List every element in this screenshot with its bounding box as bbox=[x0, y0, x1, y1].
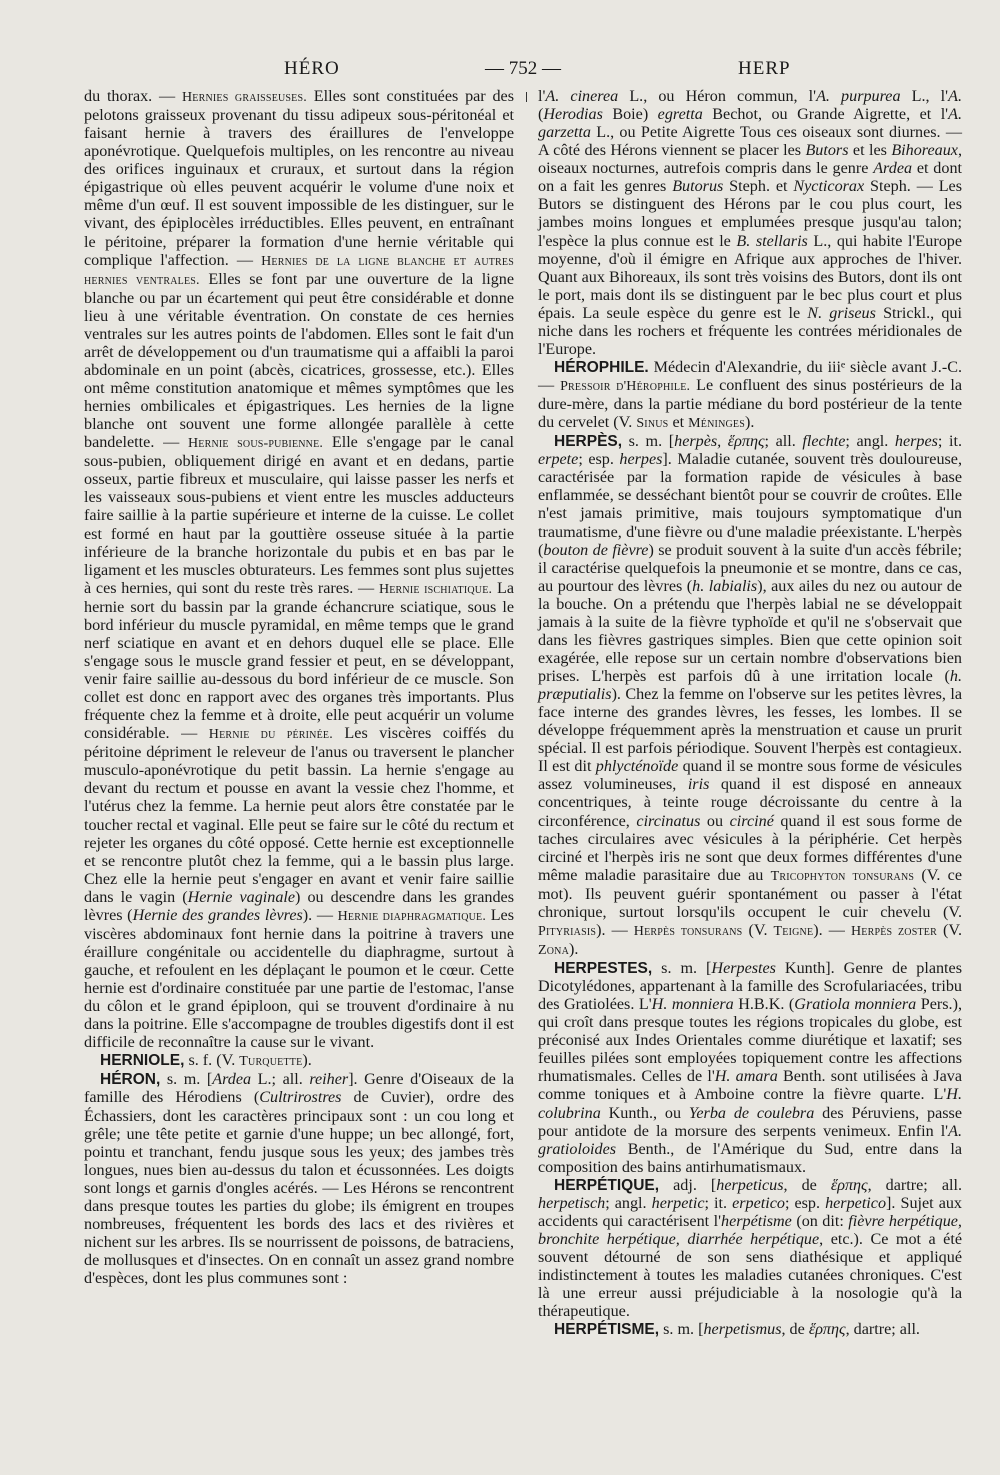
small-caps-term: Pityriasis bbox=[538, 923, 597, 939]
italic-term: herpétisme bbox=[721, 1212, 792, 1230]
dictionary-entry bbox=[538, 1321, 962, 1339]
entry-headword: HERPÈS, bbox=[554, 433, 623, 451]
entry-text: ). — bbox=[813, 921, 851, 939]
entry-text: ]. Genre d'Oiseaux de la famille des Hérodiens ( bbox=[84, 1071, 515, 1107]
entry-text: Elles sont constituées par des pelotons graisseux provenant du tissu adipeux sous-péritonéal et faisant hernie à travers des éraillures de l'enveloppe aponévrotique. Quelquefois multiples, on les rencontre au niveau des orifices inguinaux et cruraux, et surtout dans la région épigastrique où elles peuvent acquérir le volume d'une noix et même d'un œuf. Il est souvent impossible de les distinguer, sur le vivant, des épiplocèles irréductibles. Elles peuvent, en entraînant le péritoine, préparer la formation d'une hernie véritable qui complique l'affection. — bbox=[84, 88, 514, 269]
entry-text: Strickl., qui niche dans les rochers et fréquente les contrées méridionales de l'Europe. bbox=[538, 304, 962, 358]
entry-headword: HERNIOLE, bbox=[100, 1052, 185, 1070]
italic-term: A. gratioloides bbox=[538, 1122, 962, 1158]
italic-term: Butorus bbox=[672, 178, 724, 196]
italic-term: Yerba de coulebra bbox=[688, 1104, 815, 1122]
italic-term: Herodias bbox=[543, 106, 603, 124]
column-divider bbox=[526, 92, 527, 102]
small-caps-term: Pressoir d'Hérophile. bbox=[560, 379, 691, 394]
italic-term: Herpestes bbox=[711, 960, 776, 977]
entry-text: ). — bbox=[596, 921, 634, 939]
entry-text: du thorax. — bbox=[84, 88, 182, 105]
entry-text: ; it. bbox=[937, 433, 962, 451]
italic-term: herpès, ἕρπης bbox=[674, 433, 765, 451]
small-caps-term: Méninges bbox=[688, 416, 745, 432]
entry-text: ; esp. bbox=[784, 1194, 826, 1212]
italic-term: erpete bbox=[538, 451, 579, 469]
entry-text: quand il se montre sous forme de vésicules assez volumineuses, bbox=[538, 758, 962, 794]
entry-text: Médecin d'Alexandrie, du iiiᵉ siècle avant J.-C. — bbox=[538, 358, 962, 394]
entry-text: s. m. [ bbox=[659, 1321, 704, 1339]
entry-text: Bechot, ou Grande Aigrette, et l' bbox=[702, 106, 949, 124]
italic-term: Ardea bbox=[212, 1071, 252, 1089]
entry-text: Elle s'engage par le canal sous-pubien, obliquement dirigé en avant et en dedans, partie osseux, partie fibreux et musculaire, qui laisse passer les nerfs et les vaisseaux sous-pubiens et vient entre les muscles adducteurs faire saillie à la partie supérieure et interne de la cuisse. Le collet est formé en haut par la gouttière osseuse située à la partie inférieure de la branche horizontale du pubis et en bas par le ligament et les muscles obturateurs. Les femmes sont plus sujettes à ces hernies, qui sont du reste très rares. — bbox=[84, 434, 514, 597]
entry-text: Steph. — Les Butors se distinguent des Hérons par le cou plus court, les jambes moins longues et emplumées presque jusqu'au talon; l'espèce la plus connue est le bbox=[538, 178, 963, 250]
italic-term: A. cinerea bbox=[545, 88, 619, 105]
italic-term: Ardea bbox=[873, 160, 913, 178]
entry-text: ; angl. bbox=[845, 433, 895, 451]
entry-text: ou bbox=[700, 812, 730, 830]
small-caps-term: Turquette bbox=[239, 1054, 303, 1070]
italic-term: B. stellaris bbox=[736, 232, 808, 250]
italic-term: herpetismus bbox=[703, 1321, 782, 1339]
entry-headword: HÉROPHILE. bbox=[554, 358, 649, 376]
small-caps-term: Hernies de la ligne blanche et autres hernies ventrales. bbox=[84, 253, 514, 288]
entry-text: s. f. (V. bbox=[184, 1052, 240, 1070]
entry-text: (V. bbox=[742, 921, 774, 939]
entry-text: Les viscères coiffés du péritoine dépriment le releveur de l'anus ou traversent le plancher musculo-aponévrotique du petit bassin. La hernie s'engage au devant du rectum et pousse en avant la vessie chez l'homme, et l'utérus chez la femme. La hernie peut alors être constatée par le toucher rectal et vaginal. Elle peut se faire sur le côté du rectum et rejeter les organes du côté opposé. Cette hernie est exceptionnelle et se rencontre plutôt chez la femme, qui a le bassin plus large. Chez elle la hernie peut s'engager en avant et venir faire saillie dans le vagin ( bbox=[84, 725, 515, 906]
dictionary-entry bbox=[538, 1177, 962, 1322]
italic-term: herpeticus bbox=[716, 1176, 784, 1194]
dictionary-entry bbox=[538, 359, 962, 433]
entry-text: quand il est disposé en anneaux concentriques, à teinte rouge décroissante du centre à la circonférence, bbox=[538, 776, 962, 830]
entry-text: ). Chez la femme on l'observe sur les petites lèvres, la face interne des grandes lèvres, les fesses, les lombes. Il se développe fréquemment après la menstruation et cause un prurit spécial. Il est parfois périodique. Souvent l'herpès est contagieux. Il est dit bbox=[538, 686, 962, 776]
entry-text: ]. Sujet aux accidents qui caractérisent l' bbox=[538, 1194, 962, 1230]
small-caps-term: Zona bbox=[538, 942, 570, 958]
italic-term: Nycticorax bbox=[793, 178, 865, 196]
entry-text: Le confluent des sinus postérieurs de la dure-mère, dans la partie médiane du bord postérieur de la tente du cervelet (V. bbox=[538, 377, 962, 432]
italic-term: Bihoreaux bbox=[891, 142, 958, 160]
small-caps-term: Hernie sous-pubienne. bbox=[187, 436, 324, 452]
entry-text: et les bbox=[848, 142, 892, 160]
dictionary-entry bbox=[538, 433, 962, 960]
running-header bbox=[0, 58, 1000, 88]
entry-text: L., ou Petite Aigrette Tous ces oiseaux sont diurnes. — A côté des Hérons viennent se placer les bbox=[538, 124, 962, 160]
entry-text: (on dit: bbox=[791, 1212, 849, 1230]
entry-text: L.; all. bbox=[251, 1071, 310, 1089]
small-caps-term: Teigne bbox=[773, 923, 814, 939]
entry-headword: HERPESTES, bbox=[554, 960, 653, 977]
italic-term: Butors bbox=[805, 142, 849, 160]
italic-term: Hernie des grandes lèvres bbox=[132, 906, 303, 924]
italic-term: A. garzetta bbox=[538, 106, 962, 142]
small-caps-term: Hernies graisseuses. bbox=[181, 90, 307, 105]
small-caps-term: Herpès tonsurans bbox=[633, 923, 743, 939]
entry-text: , etc.). Ce mot a été souvent détourné de son sens diathésique et appliqué indistinctement à toutes les maladies cutanées chroniques. C'est là une erreur aussi préjudiciable à la nosologie qu'à la thérapeutique. bbox=[538, 1230, 962, 1321]
entry-text: s. m. [ bbox=[622, 433, 675, 451]
italic-term: h. labialis bbox=[692, 577, 758, 595]
entry-text: Les viscères abdominaux font hernie dans la poitrine à travers une éraillure congénitale ou accidentelle du diaphragme, surtout à gauche, et refoulent en les déplaçant le poumon et le cœur. Cette hernie est d'ordinaire constituée par une partie de l'estomac, l'anse du côlon et le grand épiploon, qui se trouvent d'ordinaire à nu dans la poitrine. Elle s'accompagne de troubles digestifs dont il est difficile de reconnaître la cause sur le vivant. bbox=[84, 906, 514, 1052]
italic-term: h. præputialis bbox=[538, 668, 962, 704]
entry-text: L., ou Héron commun, l' bbox=[618, 88, 817, 105]
continued-text bbox=[84, 88, 514, 1052]
entry-text: ). bbox=[744, 414, 755, 432]
small-caps-term: Tricophyton tonsurans bbox=[770, 868, 915, 884]
italic-term: herpetico bbox=[825, 1194, 887, 1212]
entry-text: (V. bbox=[936, 921, 963, 939]
italic-term: Hernie vaginale bbox=[187, 888, 296, 906]
small-caps-term: Hernie du périnée. bbox=[208, 727, 333, 743]
left-column bbox=[84, 88, 514, 1288]
italic-term: H. amara bbox=[714, 1068, 778, 1086]
italic-term: A. purpurea bbox=[816, 88, 901, 105]
italic-term: fièvre herpétique, bronchite herpétique, diarrhée herpétique bbox=[538, 1212, 962, 1248]
entry-text: Steph. et bbox=[723, 178, 794, 196]
entry-text: et dont on a fait les genres bbox=[538, 160, 962, 196]
entry-text: l' bbox=[538, 88, 546, 105]
entry-text: ). bbox=[302, 1052, 312, 1070]
entry-text: , de bbox=[781, 1321, 809, 1339]
entry-text: ]. Maladie cutanée, souvent très douloureuse, caractérisée par la formation rapide de vésicules à base enflammée, se desséchant bientôt pour se couvrir de croûtes. Elle n'est jamais primitive, mais toujours symptomatique d'un traumatisme, d'une fièvre ou d'une maladie préexistante. L'herpès ( bbox=[538, 451, 963, 559]
italic-term: flechte bbox=[802, 433, 846, 451]
entry-text: La hernie sort du bassin par la grande échancrure sciatique, sous le bord inférieur du muscle pyramidal, en même temps que le grand nerf sciatique en avant et en dehors duquel elle se place. Elle s'engage sous le muscle grand fessier et peut, en se développant, venir faire saillie au-dessous du bord inférieur de ce muscle. Son collet est donc en rapport avec des organes très importants. Plus fréquente chez la femme et à droite, elle peut acquérir un volume considérable. — bbox=[84, 579, 515, 743]
dictionary-entry bbox=[84, 1071, 514, 1288]
italic-term: egretta bbox=[657, 106, 703, 124]
italic-term: A. bbox=[948, 88, 962, 105]
entry-text: (V. ce mot). Ils peuvent guérir spontanément ou passer à l'état chronique, surtout lorsqu'ils occupent le cuir chevelu (V. bbox=[538, 866, 962, 921]
entry-text: , oiseaux nocturnes, autrefois compris dans le genre bbox=[538, 142, 962, 178]
italic-term: herpetisch bbox=[538, 1194, 606, 1212]
italic-term: herpetic bbox=[651, 1194, 705, 1212]
header-right-guideword: HERP bbox=[738, 58, 791, 79]
entry-headword: HERPÉTIQUE, bbox=[554, 1176, 660, 1194]
entry-headword: HERPÉTISME, bbox=[554, 1321, 660, 1339]
header-left-guideword: HÉRO bbox=[284, 58, 340, 79]
entry-text: des Péruviens, passe pour antidote de la morsure des serpents venimeux. Enfin l' bbox=[538, 1104, 962, 1140]
italic-term: herpes bbox=[619, 451, 663, 469]
italic-term: reiher bbox=[309, 1071, 349, 1089]
italic-term: bouton de fièvre bbox=[543, 541, 649, 559]
italic-term: Cultrirostres bbox=[259, 1089, 342, 1107]
entry-text: ; it. bbox=[704, 1194, 733, 1212]
entry-headword: HÉRON, bbox=[100, 1071, 161, 1089]
entry-text: ). bbox=[569, 940, 579, 958]
italic-term: circiné bbox=[729, 812, 774, 830]
small-caps-term: Sinus bbox=[636, 416, 669, 432]
entry-text: de Cuvier), ordre des Échassiers, dont les caractères principaux sont : un cou long et grêle; une tête petite et garnie d'une huppe; un bec allongé, fort, pointu et tranchant, fendu jusque sous les yeux; des jambes très longues, nues bien au-dessus du talon et écussonnées. Les doigts sont longs et garnis d'ongles acérés. — Les Hérons se rencontrent dans presque toutes les parties du globe; ils émigrent en troupes nombreuses, fréquentent les bords des lacs et des rivières et nichent sur les arbres. Ils se nourrissent de poissons, de batraciens, de mollusques et d'insectes. On en connaît un assez grand nombre d'espèces, dont les plus communes sont : bbox=[84, 1089, 514, 1288]
continued-text bbox=[538, 88, 962, 359]
entry-text: Pers.), qui croît dans presque toutes les régions tropicales du globe, est préconisé aux Indes Orientales comme diurétique et laxatif; ses feuilles pilées sont employées topiquement contre les affections rhumatismales. Celles de l' bbox=[538, 996, 962, 1086]
page-number: — 752 — bbox=[485, 58, 561, 79]
entry-text: Kunth., ou bbox=[600, 1104, 689, 1122]
entry-text: ; esp. bbox=[578, 451, 620, 469]
entry-text: ; all. bbox=[764, 433, 803, 451]
entry-text: s. m. [ bbox=[652, 960, 712, 977]
italic-term: ἕρπης bbox=[808, 1321, 846, 1339]
entry-text: Kunth]. Genre de plantes Dicotylédones, appartenant à la famille des Scrofulariacées, tribu des Gratiolées. L' bbox=[538, 960, 962, 1014]
italic-term: N. griseus bbox=[807, 304, 876, 322]
right-column bbox=[538, 88, 962, 1339]
entry-text: ; angl. bbox=[605, 1194, 652, 1212]
entry-text: s. m. [ bbox=[160, 1071, 213, 1089]
entry-text: adj. [ bbox=[659, 1176, 717, 1194]
entry-text: , de bbox=[783, 1176, 831, 1194]
italic-term: iris bbox=[687, 776, 710, 794]
small-caps-term: Hernie diaphragmatique. bbox=[337, 908, 487, 924]
entry-text: ) ou descendre dans les grandes lèvres ( bbox=[84, 888, 514, 924]
entry-text: et bbox=[668, 414, 689, 432]
italic-term: ἕρπης bbox=[830, 1176, 868, 1194]
entry-text: L., l' bbox=[900, 88, 949, 105]
italic-term: H. monniera bbox=[651, 996, 734, 1014]
entry-text: ) se produit souvent à la suite d'un accès fébrile; il caractérise quelquefois la pneumonie et se montre, dans ce cas, au pourtour des lèvres ( bbox=[538, 541, 962, 595]
italic-term: Gratiola monniera bbox=[794, 996, 917, 1014]
entry-text: , dartre; all. bbox=[867, 1176, 962, 1194]
italic-term: H. colubrina bbox=[538, 1086, 962, 1122]
entry-text: quand il est sous forme de taches circulaires avec vésicules à la périphérie. Cet herpès circiné et l'herpès iris ne sont que deux formes différentes d'une même maladie parasitaire due au bbox=[538, 812, 963, 884]
entry-text: ). — bbox=[302, 906, 338, 924]
entry-text: L., qui habite l'Europe moyenne, d'où il émigre en Afrique aux approches de l'hiver. Quant aux Bihoreaux, ils sont très voisins des Butors, dont ils ont le port, mais dont ils se distinguent par le bec plus court et plus épais. La seule espèce du genre est le bbox=[538, 232, 962, 322]
italic-term: phlycténoïde bbox=[595, 758, 679, 776]
small-caps-term: Hernie ischiatique. bbox=[378, 581, 493, 597]
entry-text: ), aux ailes du nez ou autour de la bouche. On a prétendu que l'herpès labial ne se développait jamais à la suite de la fièvre typhoïde et qu'il ne s'observait que dans les fièvres gastriques simples. Bien que cette opinion soit exagérée, elle repose sur un certain nombre d'observations bien prises. L'herpès est parfois dû à une irritation locale ( bbox=[538, 577, 963, 685]
dictionary-entry bbox=[84, 1052, 514, 1071]
italic-term: herpes bbox=[894, 433, 938, 451]
entry-text: Benth., de l'Amérique du Sud, entre dans la composition des bains antirhumatismaux. bbox=[538, 1140, 962, 1176]
entry-text: ( bbox=[538, 106, 544, 124]
entry-text: Boie) bbox=[602, 106, 658, 124]
entry-text: , dartre; all. bbox=[845, 1321, 920, 1339]
small-caps-term: Herpès zoster bbox=[850, 923, 937, 939]
entry-text: Benth. sont utilisées à Java comme toniques et à Amboine contre la fièvre quarte. L' bbox=[538, 1068, 962, 1104]
entry-text: Elles se font par une ouverture de la ligne blanche ou par un écartement qui peut être considérable et donne lieu à une véritable éventration. On constate de ces hernies ventrales sur les autres points de l'abdomen. Elles sont le fait d'un arrêt de développement ou d'un traumatisme qui a affaibli la paroi abdominale en un point (abcès, cicatrices, grossesse, etc.). Elles ont même constitution anatomique et mêmes symptômes que les hernies ombilicales et épigastriques. Les hernies de la ligne blanche ont souvent une forme allongée parallèle à cette bandelette. — bbox=[84, 270, 515, 452]
italic-term: circinatus bbox=[636, 812, 701, 830]
italic-term: erpetico bbox=[732, 1194, 785, 1212]
entry-text: H.B.K. ( bbox=[733, 996, 795, 1014]
dictionary-entry bbox=[538, 960, 962, 1177]
